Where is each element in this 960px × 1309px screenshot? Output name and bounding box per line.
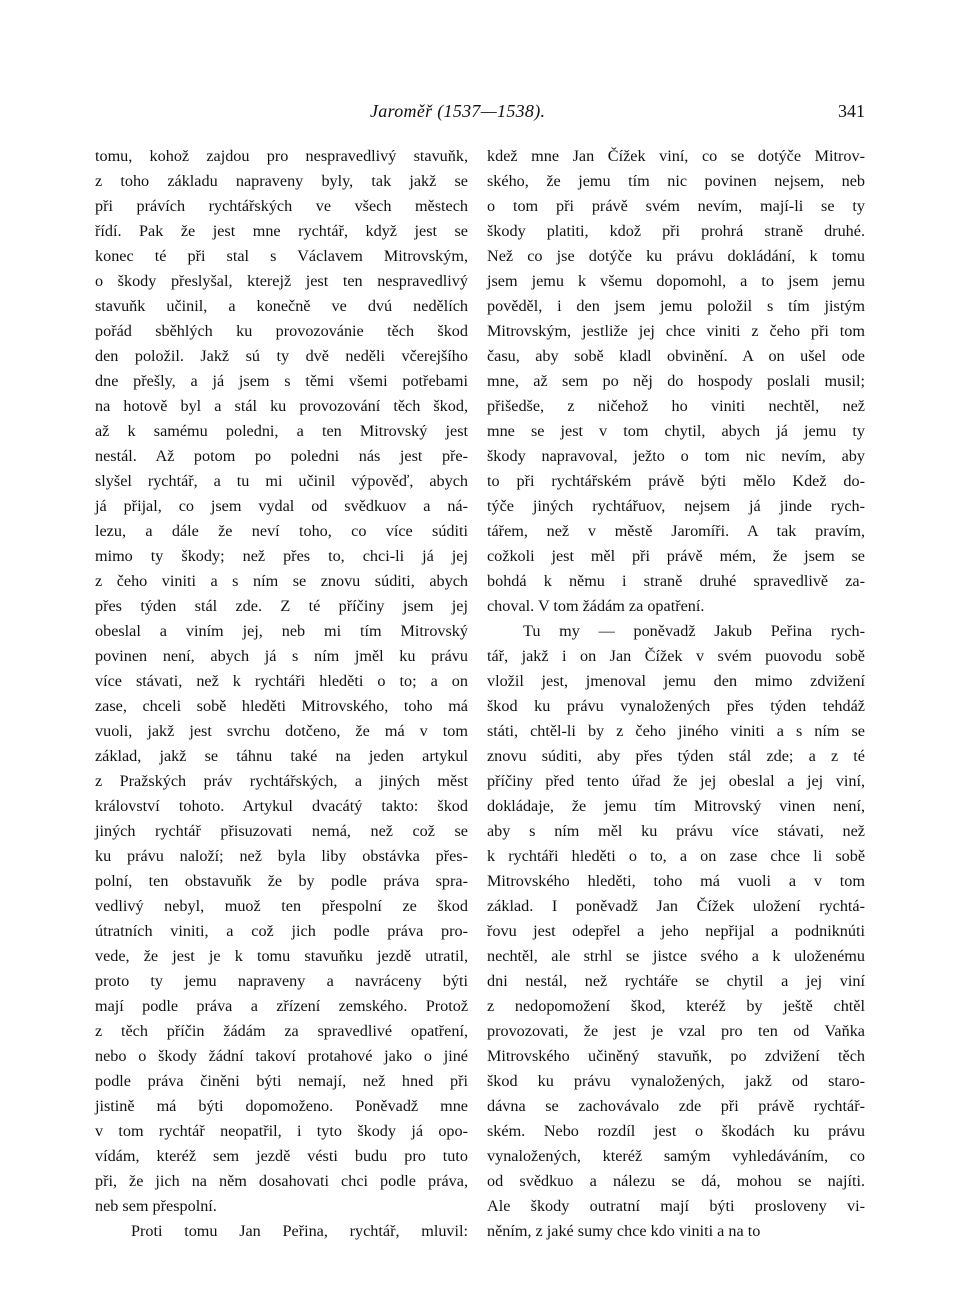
text-line: choval. V tom žádám za opatření. [487, 597, 705, 615]
text-line: Mitrovského učiněný stavuňk, po zdvižení těch [487, 1047, 865, 1065]
text-line: základ. I poněvadž Jan Čížek uložení rychtá- [487, 897, 865, 915]
text-line: proto ty jemu napraveny a navráceny býti [95, 972, 468, 990]
text-line: nechtěl, ale strhl se jistce svého a k uloženému [487, 947, 865, 965]
text-line: znovu súditi, aby přes týden stál zde; a z té [487, 747, 865, 765]
text-line: Mitrovského hleděti, toho má vuoli a v tom [487, 872, 865, 890]
running-title: Jaroměř (1537—1538). [370, 101, 546, 121]
text-line: ském. Nebo rozdíl jest o škodách ku právu [487, 1122, 865, 1140]
text-line: nestál. Až potom po poledni nás jest pře- [95, 447, 468, 465]
text-line: řovu jest odepřel a jeho nepřijal a podniknúti [487, 922, 865, 940]
text-line: kdež mne Jan Čížek viní, co se dotýče Mitrov- [487, 147, 865, 165]
text-line: provozovati, že jest je vzal pro ten od Vaňka [487, 1022, 865, 1040]
text-line: přes týden stál zde. Z té příčiny jsem jej [95, 597, 468, 615]
text-line: přišedše, z ničehož ho viniti nechtěl, než [487, 397, 865, 415]
text-line: mne, až sem po něj do hospody poslali musil; [487, 372, 865, 390]
text-line: království tohoto. Artykul dvacátý takto: škod [95, 797, 468, 815]
text-line: podle práva činěni býti nemají, než hned při [95, 1072, 468, 1090]
text-line: mají podle práva a zřízení zemského. Protož [95, 997, 468, 1015]
text-line: den položil. Jakž sú ty dvě neděli včerejšího [95, 347, 468, 365]
text-line: při, že jich na něm dosahovati chci podle práva, [95, 1172, 468, 1190]
text-line: více stávati, než k rychtáři hleděti o to; a on [95, 672, 468, 690]
text-line: Tu my — poněvadž Jakub Peřina rych- [523, 622, 865, 640]
text-line: z Pražských práv rychtářských, a jiných měst [95, 772, 468, 790]
text-line: jiných rychtář přisuzovati nemá, než což se [95, 822, 468, 840]
text-line: času, aby sobě kladl obvinění. A on ušel ode [487, 347, 865, 365]
text-line: mimo ty škody; než přes to, chci-li já jej [95, 547, 468, 565]
text-line: ku právu naloží; než byla liby obstávka přes- [95, 847, 468, 865]
text-line: polní, ten obstavuňk že by podle práva spra- [95, 872, 468, 890]
text-line: státi, chtěl-li by z čeho jiného viniti a s ním se [487, 722, 865, 740]
text-line: o škody přeslyšal, kterejž jest ten nespravedlivý [95, 272, 468, 290]
text-line: něním, z jaké sumy chce kdo viniti a na to [487, 1222, 761, 1240]
text-line: dne přešly, a já jsem s těmi všemi potřebami [95, 372, 468, 390]
text-line: k rychtáři hleděti o to, a on zase chce li sobě [487, 847, 865, 865]
text-line: tomu, kohož zajdou pro nespravedlivý stavuňk, [95, 147, 468, 165]
right-column [487, 144, 865, 1244]
text-line: mne se jest v tom chytil, abych já jemu ty [487, 422, 865, 440]
text-line: dni nestál, než rychtáře se chytil a jej viní [487, 972, 865, 990]
text-line: vuoli, jakž jest svrchu dotčeno, že má v tom [95, 722, 468, 740]
text-line: týče jiných rychtářuov, nejsem já jinde rych- [487, 497, 865, 515]
text-line: od svědkuo a nálezu se dá, mohou se najíti. [487, 1172, 865, 1190]
text-line: Než co jse dotýče ku právu dokládání, k tomu [487, 247, 865, 265]
text-line: na hotově byl a stál ku provozování těch škod, [95, 397, 468, 415]
text-line: povinen není, abych já s ním jměl ku právu [95, 647, 468, 665]
text-line: v tom rychtář neopatřil, i tyto škody já opo- [95, 1122, 468, 1140]
text-line: ského, že jemu tím nic povinen nejsem, neb [487, 172, 865, 190]
text-line: při právích rychtářských ve všech městech [95, 197, 468, 215]
text-line: slyšel rychtář, a tu mi učinil výpověď, abych [95, 472, 468, 490]
text-line: vídám, kteréž sem jezdě vésti budu pro tuto [95, 1147, 468, 1165]
text-line: řídí. Pak že jest mne rychtář, když jest se [95, 222, 468, 240]
text-line: příčiny před tento úřad že jej obeslal a jej viní, [487, 772, 865, 790]
text-line: až k samému poledni, a ten Mitrovský jest [95, 422, 468, 440]
text-line: dokládaje, že jemu tím Mitrovský vinen není, [487, 797, 865, 815]
text-line: stavuňk učinil, a konečně ve dvú nedělích [95, 297, 468, 315]
text-line: vynaložených, kteréž samým vyhledáváním, co [487, 1147, 865, 1165]
text-line: škody platiti, kdož při prohrá straně druhé. [487, 222, 865, 240]
text-line: vedlivý nebyl, muož ten přespolní ze škod [95, 897, 468, 915]
text-line: tářem, než v městě Jaromíři. A tak pravím, [487, 522, 865, 540]
text-line: jsem jemu k všemu dopomohl, a to jsem jemu [487, 272, 865, 290]
text-line: o tom při právě svém nevím, mají-li se ty [487, 197, 865, 215]
text-line: z čeho viniti a s ním se znovu súditi, abych [95, 572, 468, 590]
text-line: konec té při stal s Václavem Mitrovským, [95, 247, 468, 265]
running-head [0, 101, 960, 129]
text-line: jistině má býti dopomoženo. Poněvadž mne [95, 1097, 468, 1115]
text-line: tář, jakž i on Jan Čížek v svém puovodu sobě [487, 647, 865, 665]
text-line: to při rychtářském právě býti mělo Kdež do- [487, 472, 865, 490]
text-line: škod ku právu vynaložených přes týden tehdáž [487, 697, 865, 715]
text-line: cožkoli jest měl při právě mém, že jsem se [487, 547, 865, 565]
text-line: zase, chceli sobě hleděti Mitrovského, toho má [95, 697, 468, 715]
text-line: Ale škody outratní mají býti prosloveny vi- [487, 1197, 865, 1215]
text-line: Mitrovským, jestliže jej chce viniti z čeho při tom [487, 322, 865, 340]
text-line: neb sem přespolní. [95, 1197, 217, 1215]
text-line: obeslal a viním jej, neb mi tím Mitrovský [95, 622, 468, 640]
text-line: z těch příčin žádám za spravedlivé opatření, [95, 1022, 468, 1040]
text-line: útratních viniti, a což jich podle práva pro- [95, 922, 468, 940]
text-line: z nedopomožení škod, kteréž by ještě chtěl [487, 997, 865, 1015]
text-line: dávna se zachovávalo zde při právě rychtář- [487, 1097, 865, 1115]
text-line: bohdá k němu i straně druhé spravedlivě za- [487, 572, 865, 590]
text-line: Proti tomu Jan Peřina, rychtář, mluvil: [131, 1222, 468, 1240]
text-line: základ, jakž se táhnu také na jeden artykul [95, 747, 468, 765]
text-line: škod ku právu vynaložených, jakž od staro- [487, 1072, 865, 1090]
text-line: lezu, a dále že neví toho, co více súditi [95, 522, 468, 540]
text-line: vložil jest, jmenoval jemu den mimo zdvižení [487, 672, 865, 690]
text-line: nebo o škody žádní takoví protahové jako o jiné [95, 1047, 468, 1065]
text-line: já přijal, co jsem vydal od svědkuov a ná- [95, 497, 468, 515]
text-line: vede, že jest je k tomu stavuňku jezdě utratil, [95, 947, 468, 965]
text-line: z toho základu napraveny byly, tak jakž se [95, 172, 468, 190]
text-line: škody napravoval, ježto o tom nic nevím, aby [487, 447, 865, 465]
text-line: pověděl, i den jsem jemu položil s tím jistým [487, 297, 865, 315]
text-line: aby s ním měl ku právu více stávati, než [487, 822, 865, 840]
page-number: 341 [838, 101, 865, 121]
text-line: pořád sběhlých ku provozovánie těch škod [95, 322, 468, 340]
left-column [95, 144, 468, 1244]
